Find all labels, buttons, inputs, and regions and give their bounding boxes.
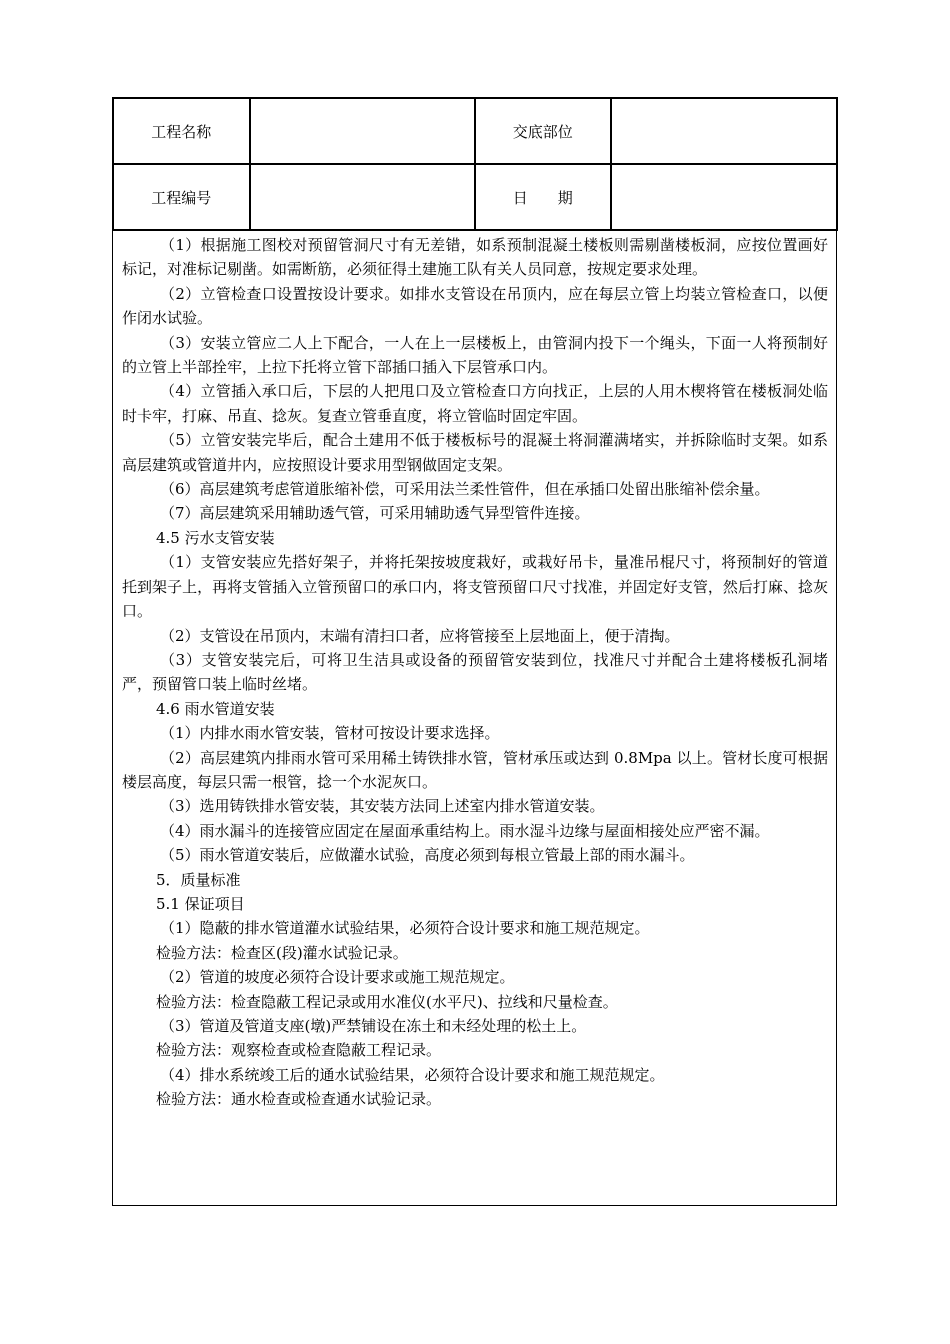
paragraph: （3）安装立管应二人上下配合，一人在上一层楼板上，由管洞内投下一个绳头，下面一人将预制好的立管上半部拴牢，上拉下托将立管下部插口插入下层管承口内。: [122, 333, 828, 377]
paragraph: （4）立管插入承口后，下层的人把甩口及立管检查口方向找正，上层的人用木楔将管在楼板洞处临时卡牢，打麻、吊直、捻灰。复查立管垂直度，将立管临时固定牢固。: [122, 382, 828, 425]
inspection-method: 检验方法：检查隐蔽工程记录或用水准仪(水平尺)、拉线和尺量检查。: [156, 992, 618, 1011]
project-no-label: 工程编号: [113, 164, 250, 230]
inspection-method: 检验方法：通水检查或检查通水试验记录。: [156, 1090, 442, 1109]
paragraph: （4）雨水漏斗的连接管应固定在屋面承重结构上。雨水湿斗边缘与屋面相接处应严密不漏。: [160, 821, 770, 840]
date-label: 日 期: [475, 164, 611, 230]
paragraph: （1）隐蔽的排水管道灌水试验结果，必须符合设计要求和施工规范规定。: [160, 919, 650, 938]
paragraph: （6）高层建筑考虑管道胀缩补偿，可采用法兰柔性管件，但在承插口处留出胀缩补偿余量。: [160, 480, 770, 499]
paragraph: （1）支管安装应先搭好架子，并将托架按坡度栽好，或栽好吊卡，量准吊棍尺寸，将预制好的管道托到架子上，再将支管插入立管预留口的承口内，将支管预留口尺寸找准，并固定好支管，然后打麻、捻灰口。: [122, 553, 828, 621]
section-heading: 5．质量标准: [156, 870, 241, 889]
inspection-method: 检验方法：检查区(段)灌水试验记录。: [156, 943, 408, 962]
header-row-2: [113, 164, 837, 230]
project-name-label: 工程名称: [113, 98, 250, 164]
paragraph: （1）根据施工图校对预留管洞尺寸有无差错，如系预制混凝土楼板则需剔凿楼板洞，应按位置画好标记，对准标记剔凿。如需断筋，必须征得土建施工队有关人员同意，按规定要求处理。: [122, 236, 828, 279]
section-heading: 5.1 保证项目: [156, 894, 245, 913]
project-no-value: [250, 164, 475, 230]
paragraph: （2）管道的坡度必须符合设计要求或施工规范规定。: [160, 968, 515, 987]
header-table: [112, 97, 838, 231]
paragraph: （4）排水系统竣工后的通水试验结果，必须符合设计要求和施工规范规定。: [160, 1065, 665, 1084]
date-value: [611, 164, 837, 230]
body-text: [122, 233, 828, 1112]
paragraph: （2）高层建筑内排雨水管可采用稀土铸铁排水管，管材承压或达到 0.8Mpa 以上。管材长度可根据楼层高度，每层只需一根管，捻一个水泥灰口。: [122, 748, 828, 791]
project-name-value: [250, 98, 475, 164]
header-row-1: [113, 98, 837, 164]
section-heading: 4.5 污水支管安装: [156, 528, 275, 547]
paragraph: （7）高层建筑采用辅助透气管，可采用辅助透气异型管件连接。: [160, 504, 590, 523]
paragraph: （5）雨水管道安装后，应做灌水试验，高度必须到每根立管最上部的雨水漏斗。: [160, 846, 695, 865]
paragraph: （3）选用铸铁排水管安装，其安装方法同上述室内排水管道安装。: [160, 797, 605, 816]
paragraph: （2）立管检查口设置按设计要求。如排水支管设在吊顶内，应在每层立管上均装立管检查口，以便作闭水试验。: [122, 284, 828, 328]
paragraph: （3）支管安装完后，可将卫生洁具或设备的预留管安装到位，找准尺寸并配合土建将楼板孔洞堵严，预留管口装上临时丝堵。: [122, 650, 828, 694]
part-label: 交底部位: [475, 98, 611, 164]
section-heading: 4.6 雨水管道安装: [156, 699, 275, 718]
paragraph: （2）支管设在吊顶内，末端有清扫口者，应将管接至上层地面上，便于清掏。: [160, 626, 680, 645]
paragraph: （5）立管安装完毕后，配合土建用不低于楼板标号的混凝土将洞灌满堵实，并拆除临时支架。如系高层建筑或管道井内，应按照设计要求用型钢做固定支架。: [122, 431, 828, 474]
part-value: [611, 98, 837, 164]
inspection-method: 检验方法：观察检查或检查隐蔽工程记录。: [156, 1041, 442, 1060]
paragraph: （1）内排水雨水管安装，管材可按设计要求选择。: [160, 724, 500, 743]
paragraph: （3）管道及管道支座(墩)严禁铺设在冻土和未经处理的松土上。: [160, 1017, 587, 1035]
